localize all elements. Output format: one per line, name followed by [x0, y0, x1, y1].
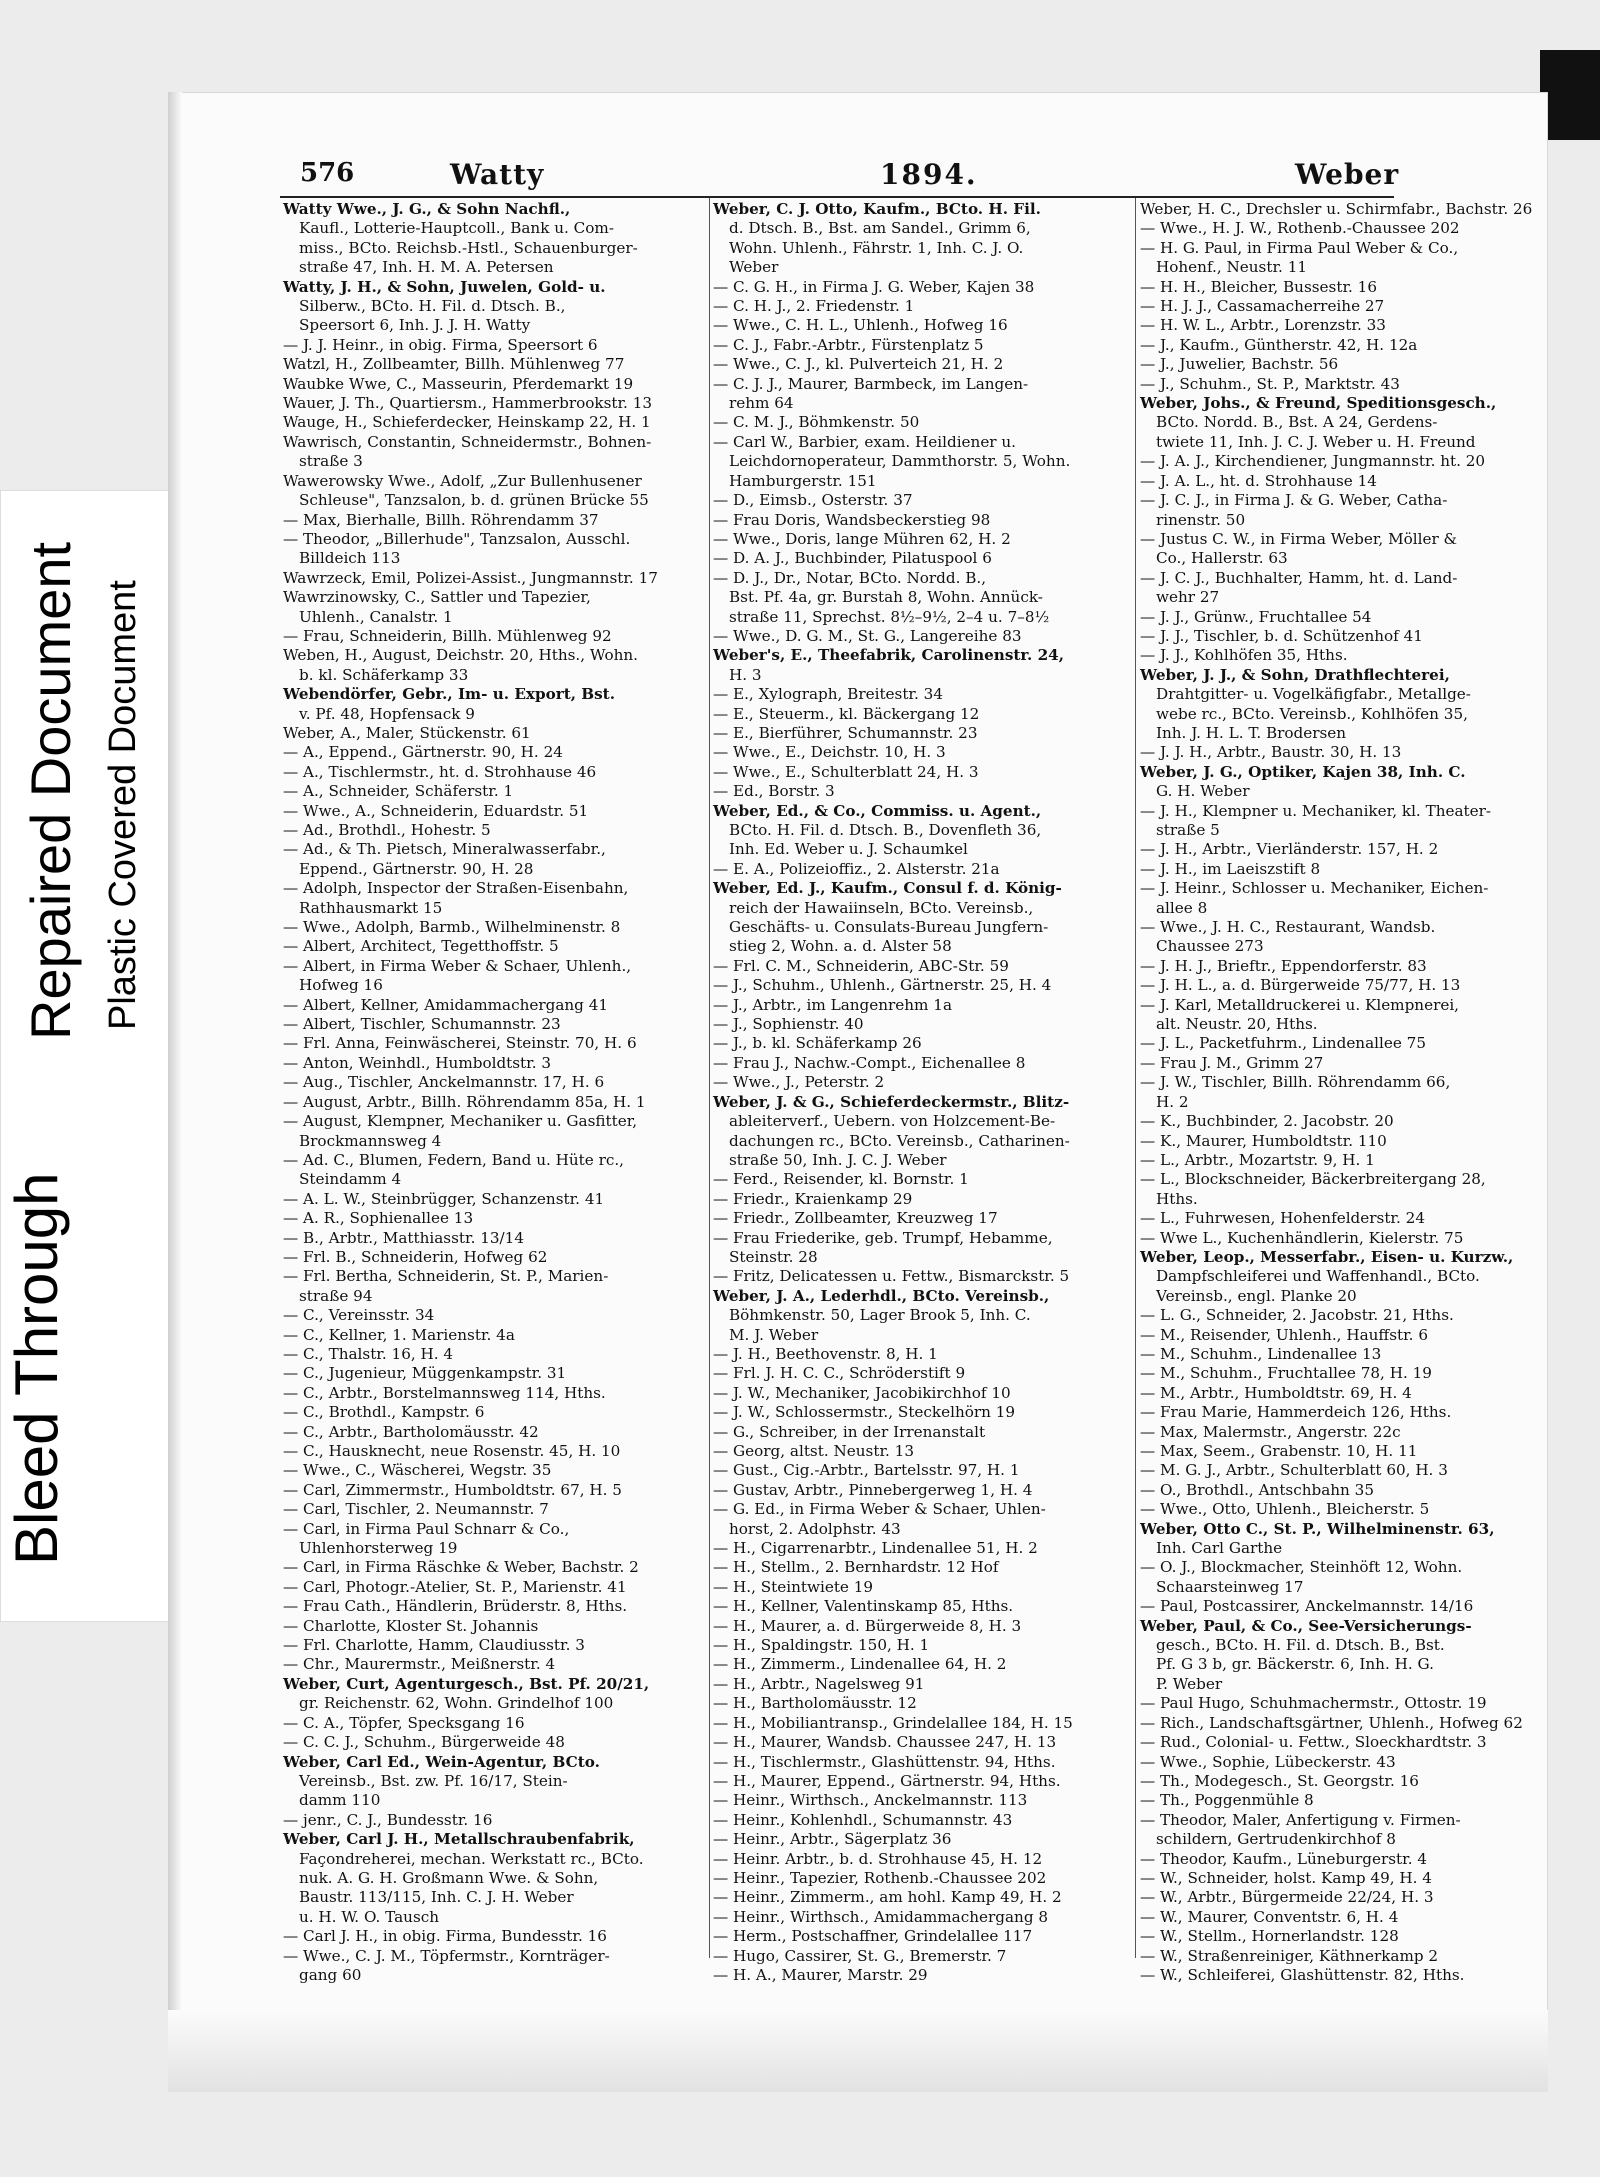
directory-entry-line: damm 110	[299, 1791, 381, 1810]
directory-entry-line: — Carl, Zimmermstr., Humboldtstr. 67, H. 5	[283, 1480, 622, 1499]
directory-entry-line: — J. A. J., Kirchendiener, Jungmannstr. ht. 20	[1140, 452, 1486, 471]
directory-entry-line: — J. J., Tischler, b. d. Schützenhof 41	[1140, 626, 1423, 645]
directory-entry-line: Baustr. 113/115, Inh. C. J. H. Weber	[299, 1888, 574, 1907]
directory-entry-line: — B., Arbtr., Matthiasstr. 13/14	[283, 1228, 524, 1247]
directory-entry-line: — H., Cigarrenarbtr., Lindenallee 51, H. 2	[713, 1539, 1038, 1558]
directory-entry-line: — H., Kellner, Valentinskamp 85, Hths.	[713, 1597, 1014, 1616]
directory-entry-line: — M., Arbtr., Humboldtstr. 69, H. 4	[1140, 1383, 1412, 1402]
directory-entry-line: Eppend., Gärtnerstr. 90, H. 28	[299, 859, 534, 878]
directory-entry-line: — Frau Marie, Hammerdeich 126, Hths.	[1140, 1403, 1452, 1422]
directory-entry-line: BCto. Nordd. B., Bst. A 24, Gerdens-	[1156, 413, 1438, 432]
directory-entry-line: — C. H. J., 2. Friedenstr. 1	[713, 297, 915, 316]
directory-entry-line: Inh. Carl Garthe	[1156, 1539, 1283, 1558]
directory-entry-line: — Albert, Kellner, Amidammachergang 41	[283, 995, 609, 1014]
directory-entry-line: — Paul Hugo, Schuhmachermstr., Ottostr. 19	[1140, 1694, 1487, 1713]
directory-entry-line: Weber, Johs., & Freund, Speditionsgesch.,	[1140, 394, 1497, 413]
directory-entry-line: — J. H., Klempner u. Mechaniker, kl. Theater-	[1140, 801, 1492, 820]
directory-entry-line: — A., Eppend., Gärtnerstr. 90, H. 24	[283, 743, 563, 762]
directory-entry-line: — C., Brothdl., Kampstr. 6	[283, 1403, 485, 1422]
directory-entry-line: — Wwe., A., Schneiderin, Eduardstr. 51	[283, 801, 589, 820]
directory-entry-line: — Albert, in Firma Weber & Schaer, Uhlenh.,	[283, 956, 632, 975]
directory-entry-line: — J., Schuhm., St. P., Marktstr. 43	[1140, 374, 1400, 393]
directory-entry-line: — Wwe., Otto, Uhlenh., Bleicherstr. 5	[1140, 1500, 1430, 1519]
directory-entry-line: G. H. Weber	[1156, 782, 1250, 801]
directory-entry-line: — Aug., Tischler, Anckelmannstr. 17, H. 6	[283, 1073, 605, 1092]
directory-entry-line: — J., Schuhm., Uhlenh., Gärtnerstr. 25, H. 4	[713, 976, 1052, 995]
directory-entry-line: twiete 11, Inh. J. C. J. Weber u. H. Freund	[1156, 432, 1476, 451]
directory-entry-line: — Wwe., C. J. M., Töpfermstr., Kornträger-	[283, 1946, 610, 1965]
directory-entry-line: — Th., Modegesch., St. Georgstr. 16	[1140, 1771, 1419, 1790]
directory-entry-line: Böhmkenstr. 50, Lager Brook 5, Inh. C.	[729, 1306, 1031, 1325]
directory-entry-line: — W., Maurer, Conventstr. 6, H. 4	[1140, 1907, 1399, 1926]
directory-entry-line: — C. J., Fabr.-Arbtr., Fürstenplatz 5	[713, 335, 984, 354]
directory-entry-line: — C. G. H., in Firma J. G. Weber, Kajen 38	[713, 277, 1035, 296]
directory-entry-line: — Ad., Brothdl., Hohestr. 5	[283, 821, 491, 839]
directory-entry-line: — H. W. L., Arbtr., Lorenzstr. 33	[1140, 316, 1386, 335]
directory-entry-line: Wauge, H., Schieferdecker, Heinskamp 22, H. 1	[283, 413, 651, 432]
directory-entry-line: — W., Straßenreiniger, Käthnerkamp 2	[1140, 1946, 1439, 1965]
directory-entry-line: — Gust., Cig.-Arbtr., Bartelsstr. 97, H. 1	[713, 1461, 1020, 1480]
directory-entry-line: Wohn. Uhlenh., Fährstr. 1, Inh. C. J. O.	[729, 238, 1024, 257]
directory-entry-line: — H., Steintwiete 19	[713, 1577, 874, 1596]
directory-entry-line: Dampfschleiferei und Waffenhandl., BCto.	[1156, 1267, 1480, 1286]
directory-entry-line: Wawrisch, Constantin, Schneidermstr., Bohnen-	[283, 432, 652, 451]
directory-entry-line: — Wwe., Doris, lange Mühren 62, H. 2	[713, 529, 1011, 548]
directory-entry-line: v. Pf. 48, Hopfensack 9	[299, 704, 475, 723]
directory-entry-line: reich der Hawaiinseln, BCto. Vereinsb.,	[729, 898, 1034, 917]
directory-entry-line: — H., Tischlermstr., Glashüttenstr. 94, Hths.	[713, 1752, 1056, 1771]
directory-entry-line: Hofweg 16	[299, 976, 383, 995]
directory-entry-line: Uhlenhorsterweg 19	[299, 1539, 458, 1558]
directory-entry-line: — Wwe., D. G. M., St. G., Langereihe 83	[713, 626, 1022, 645]
directory-entry-line: — D., Eimsb., Osterstr. 37	[713, 491, 913, 510]
directory-entry-line: — Frau Friederike, geb. Trumpf, Hebamme,	[713, 1228, 1053, 1247]
directory-entry-line: — Heinr., Wirthsch., Anckelmannstr. 113	[713, 1791, 1028, 1810]
directory-entry-line: — J., Juwelier, Bachstr. 56	[1140, 355, 1339, 374]
directory-entry-line: Schaarsteinweg 17	[1156, 1577, 1304, 1596]
directory-entry-line: — W., Arbtr., Bürgermeide 22/24, H. 3	[1140, 1888, 1434, 1907]
directory-entry-line: P. Weber	[1156, 1674, 1223, 1693]
directory-entry-line: Uhlenh., Canalstr. 1	[299, 607, 453, 626]
directory-entry-line: — G., Schreiber, in der Irrenanstalt	[713, 1422, 986, 1441]
page-number: 576	[300, 158, 355, 188]
directory-entry-line: — Frl. B., Schneiderin, Hofweg 62	[283, 1247, 548, 1266]
directory-entry-line: — Wwe., C. J., kl. Pulverteich 21, H. 2	[713, 355, 1004, 374]
directory-entry-line: — J. J., Grünw., Fruchtallee 54	[1140, 607, 1372, 626]
directory-entry-line: — Carl, Photogr.-Atelier, St. P., Marienstr. 41	[283, 1577, 627, 1596]
directory-entry-line: — W., Schleiferei, Glashüttenstr. 82, Hths.	[1140, 1965, 1465, 1984]
directory-entry-line: Schleuse", Tanzsalon, b. d. grünen Brücke 55	[299, 491, 649, 510]
directory-entry-line: — L., Blockschneider, Bäckerbreitergang 28,	[1140, 1170, 1486, 1189]
directory-entry-line: Brockmannsweg 4	[299, 1131, 442, 1150]
directory-entry-line: Weber, Carl J. H., Metallschraubenfabrik,	[283, 1830, 635, 1849]
directory-entry-line: — Frl. J. H. C. C., Schröderstift 9	[713, 1364, 966, 1383]
directory-entry-line: — Albert, Architect, Tegetthoffstr. 5	[283, 937, 559, 956]
directory-entry-line: — C., Hausknecht, neue Rosenstr. 45, H. 10	[283, 1442, 621, 1460]
directory-entry-line: straße 47, Inh. H. M. A. Petersen	[299, 258, 554, 277]
directory-entry-line: — Wwe., H. J. W., Rothenb.-Chaussee 202	[1140, 219, 1460, 238]
directory-entry-line: — L., Fuhrwesen, Hohenfelderstr. 24	[1140, 1209, 1425, 1228]
directory-entry-line: — O. J., Blockmacher, Steinhöft 12, Wohn.	[1140, 1558, 1463, 1577]
directory-entry-line: — Wwe., Sophie, Lübeckerstr. 43	[1140, 1752, 1396, 1771]
directory-entry-line: Weber, Ed., & Co., Commiss. u. Agent.,	[713, 801, 1042, 820]
directory-entry-line: Weber, J. & G., Schieferdeckermstr., Blitz-	[713, 1092, 1070, 1111]
directory-entry-line: Geschäfts- u. Consulats-Bureau Jungfern-	[729, 918, 1049, 937]
directory-entry-line: — Carl, in Firma Paul Schnarr & Co.,	[283, 1519, 570, 1538]
directory-entry-line: — Max, Malermstr., Angerstr. 22c	[1140, 1422, 1401, 1441]
directory-entry-line: — Wwe., J., Peterstr. 2	[713, 1073, 885, 1092]
directory-entry-line: — C. A., Töpfer, Specksgang 16	[283, 1713, 525, 1732]
directory-entry-line: Weber, Paul, & Co., See-Versicherungs-	[1140, 1616, 1472, 1635]
directory-entry-line: Hohenf., Neustr. 11	[1156, 258, 1308, 277]
directory-entry-line: H. 3	[729, 665, 762, 684]
directory-entry-line: — J. J. H., Arbtr., Baustr. 30, H. 13	[1140, 743, 1402, 762]
directory-entry-line: — D. J., Dr., Notar, BCto. Nordd. B.,	[713, 568, 987, 587]
directory-entry-line: — J. Heinr., Schlosser u. Mechaniker, Eichen-	[1140, 879, 1489, 898]
directory-entry-line: Weber, A., Maler, Stückenstr. 61	[283, 723, 531, 742]
directory-entry-line: Hamburgerstr. 151	[729, 471, 877, 490]
directory-entry-line: ableiterverf., Uebern. von Holzcement-Be-	[729, 1112, 1056, 1131]
directory-entry-line: — J. C. J., Buchhalter, Hamm, ht. d. Land-	[1140, 568, 1458, 587]
scan-edge-shadow	[1540, 50, 1600, 140]
directory-entry-line: — C., Vereinsstr. 34	[283, 1306, 435, 1325]
directory-entry-line: — Carl, Tischler, 2. Neumannstr. 7	[283, 1500, 549, 1519]
directory-entry-line: — C., Kellner, 1. Marienstr. 4a	[283, 1325, 515, 1344]
directory-entry-line: — Justus C. W., in Firma Weber, Möller &	[1140, 529, 1458, 548]
directory-entry-line: — Frl. Charlotte, Hamm, Claudiusstr. 3	[283, 1636, 585, 1655]
directory-entry-line: — Friedr., Kraienkamp 29	[713, 1189, 913, 1208]
directory-entry-line: — J. W., Mechaniker, Jacobikirchhof 10	[713, 1383, 1011, 1402]
directory-entry-line: Hths.	[1156, 1189, 1198, 1208]
directory-entry-line: rinenstr. 50	[1156, 510, 1246, 529]
directory-entry-line: Weber, J. J., & Sohn, Drathflechterei,	[1140, 665, 1450, 684]
directory-entry-line: — L., Arbtr., Mozartstr. 9, H. 1	[1140, 1150, 1375, 1169]
column-divider	[1135, 198, 1136, 1958]
directory-entry-line: Steindamm 4	[299, 1170, 402, 1189]
directory-entry-line: Vereinsb., Bst. zw. Pf. 16/17, Stein-	[299, 1771, 568, 1790]
directory-entry-line: — J. H. J., Brieftr., Eppendorferstr. 83	[1140, 956, 1427, 975]
directory-entry-line: — C. J. J., Maurer, Barmbeck, im Langen-	[713, 374, 1029, 393]
directory-entry-line: — J. W., Schlossermstr., Steckelhörn 19	[713, 1403, 1016, 1422]
directory-entry-line: — H. A., Maurer, Marstr. 29	[713, 1965, 928, 1984]
directory-entry-line: — Friedr., Zollbeamter, Kreuzweg 17	[713, 1209, 998, 1228]
directory-entry-line: — J. H. L., a. d. Bürgerweide 75/77, H. 13	[1140, 976, 1461, 995]
directory-entry-line: — Heinr., Kohlenhdl., Schumannstr. 43	[713, 1810, 1013, 1829]
directory-entry-line: — H., Mobiliantransp., Grindelallee 184, H. 15	[713, 1713, 1073, 1732]
directory-entry-line: — M., Schuhm., Fruchtallee 78, H. 19	[1140, 1364, 1432, 1383]
directory-column-2	[713, 200, 1129, 2010]
directory-entry-line: Weber, J. A., Lederhdl., BCto. Vereinsb.,	[713, 1286, 1050, 1305]
directory-entry-line: — Fritz, Delicatessen u. Fettw., Bismarckstr. 5	[713, 1267, 1070, 1286]
directory-entry-line: alt. Neustr. 20, Hths.	[1156, 1015, 1318, 1034]
directory-entry-line: — Georg, altst. Neustr. 13	[713, 1442, 915, 1460]
directory-entry-line: gesch., BCto. H. Fil. d. Dtsch. B., Bst.	[1156, 1636, 1445, 1655]
directory-entry-line: — Wwe., E., Schulterblatt 24, H. 3	[713, 762, 979, 781]
directory-entry-line: — M., Reisender, Uhlenh., Hauffstr. 6	[1140, 1325, 1428, 1344]
directory-entry-line: — Ad., & Th. Pietsch, Mineralwasserfabr.,	[283, 840, 606, 859]
directory-entry-line: — Herm., Postschaffner, Grindelallee 117	[713, 1927, 1033, 1946]
directory-entry-line: horst, 2. Adolphstr. 43	[729, 1519, 901, 1538]
directory-entry-line: Kaufl., Lotterie-Hauptcoll., Bank u. Com-	[299, 219, 614, 238]
directory-entry-line: — K., Maurer, Humboldtstr. 110	[1140, 1131, 1387, 1150]
directory-entry-line: Weber, Ed. J., Kaufm., Consul f. d. König-	[713, 879, 1062, 898]
directory-entry-line: — C. C. J., Schuhm., Bürgerweide 48	[283, 1733, 565, 1752]
directory-entry-line: — J., Sophienstr. 40	[713, 1015, 864, 1034]
directory-entry-line: Watty, J. H., & Sohn, Juwelen, Gold- u.	[283, 277, 606, 296]
directory-entry-line: — E., Xylograph, Breitestr. 34	[713, 685, 943, 704]
directory-entry-line: — Wwe L., Kuchenhändlerin, Kielerstr. 75	[1140, 1228, 1464, 1247]
directory-entry-line: stieg 2, Wohn. a. d. Alster 58	[729, 937, 952, 956]
directory-entry-line: — H., Maurer, a. d. Bürgerweide 8, H. 3	[713, 1616, 1022, 1635]
directory-entry-line: — W., Schneider, holst. Kamp 49, H. 4	[1140, 1868, 1432, 1887]
directory-entry-line: — C., Arbtr., Borstelmannsweg 114, Hths.	[283, 1383, 606, 1402]
directory-entry-line: Façondreherei, mechan. Werkstatt rc., BCto.	[299, 1849, 644, 1868]
directory-entry-line: — H. J. J., Cassamacherreihe 27	[1140, 297, 1385, 316]
directory-entry-line: — Wwe., E., Deichstr. 10, H. 3	[713, 743, 946, 762]
directory-entry-line: — Frl. Anna, Feinwäscherei, Steinstr. 70, H. 6	[283, 1034, 637, 1053]
column-divider	[709, 198, 710, 1958]
year-heading: 1894.	[880, 158, 978, 191]
directory-entry-line: — Wwe., J. H. C., Restaurant, Wandsb.	[1140, 918, 1436, 937]
directory-entry-line: Watty Wwe., J. G., & Sohn Nachfl.,	[283, 200, 571, 218]
directory-entry-line: Wauer, J. Th., Quartiersm., Hammerbrookstr. 13	[283, 394, 653, 413]
directory-entry-line: — Heinr., Zimmerm., am hohl. Kamp 49, H. 2	[713, 1888, 1062, 1907]
directory-entry-line: — A. L. W., Steinbrügger, Schanzenstr. 41	[283, 1189, 605, 1208]
directory-entry-line: — Chr., Maurermstr., Meißnerstr. 4	[283, 1655, 556, 1674]
directory-entry-line: — J. J. Heinr., in obig. Firma, Speersort 6	[283, 335, 598, 354]
directory-entry-line: — Paul, Postcassirer, Anckelmannstr. 14/16	[1140, 1597, 1474, 1616]
directory-entry-line: — A., Tischlermstr., ht. d. Strohhause 46	[283, 762, 597, 781]
directory-entry-line: — C., Jugenieur, Müggenkampstr. 31	[283, 1364, 567, 1383]
directory-entry-line: Weber, J. G., Optiker, Kajen 38, Inh. C.	[1140, 762, 1466, 781]
directory-entry-line: — J., Arbtr., im Langenrehm 1a	[713, 995, 953, 1014]
directory-entry-line: — H., Arbtr., Nagelsweg 91	[713, 1674, 925, 1693]
page-bottom-shadow	[168, 2010, 1548, 2092]
directory-entry-line: wehr 27	[1156, 588, 1220, 607]
header-rule	[280, 196, 1394, 198]
directory-entry-line: H. 2	[1156, 1092, 1189, 1111]
directory-entry-line: miss., BCto. Reichsb.-Hstl., Schauenburger-	[299, 238, 638, 257]
directory-entry-line: straße 3	[299, 452, 363, 471]
directory-entry-line: — Frau, Schneiderin, Billh. Mühlenweg 92	[283, 626, 612, 645]
directory-entry-line: — J., Kaufm., Güntherstr. 42, H. 12a	[1140, 335, 1418, 354]
directory-entry-line: schildern, Gertrudenkirchhof 8	[1156, 1830, 1396, 1849]
directory-entry-line: straße 5	[1156, 821, 1220, 839]
directory-entry-line: Co., Hallerstr. 63	[1156, 549, 1288, 568]
directory-entry-line: Speersort 6, Inh. J. J. H. Watty	[299, 316, 531, 335]
directory-entry-line: — H. G. Paul, in Firma Paul Weber & Co.,	[1140, 238, 1459, 257]
directory-entry-line: — Th., Poggenmühle 8	[1140, 1791, 1314, 1810]
directory-entry-line: straße 11, Sprechst. 8½–9½, 2–4 u. 7–8½	[729, 607, 1050, 626]
directory-entry-line: — J. H., im Laeiszstift 8	[1140, 859, 1321, 878]
directory-entry-line: — Rich., Landschaftsgärtner, Uhlenh., Hofweg 62	[1140, 1713, 1523, 1732]
directory-entry-line: — Wwe., Adolph, Barmb., Wilhelminenstr. 8	[283, 918, 621, 937]
directory-entry-line: — Max, Bierhalle, Billh. Röhrendamm 37	[283, 510, 599, 529]
directory-entry-line: gang 60	[299, 1965, 362, 1984]
directory-entry-line: — Frau J. M., Grimm 27	[1140, 1053, 1324, 1072]
directory-entry-line: — M. G. J., Arbtr., Schulterblatt 60, H. 3	[1140, 1461, 1448, 1480]
directory-entry-line: — C., Thalstr. 16, H. 4	[283, 1344, 454, 1363]
repaired-document-label: Repaired Document	[19, 541, 82, 1040]
directory-entry-line: Pf. G 3 b, gr. Bäckerstr. 6, Inh. H. G.	[1156, 1655, 1434, 1674]
directory-entry-line: — Carl J. H., in obig. Firma, Bundesstr. 16	[283, 1927, 607, 1946]
bleed-through-label: Bleed Through	[3, 1172, 70, 1565]
directory-entry-line: — H., Maurer, Eppend., Gärtnerstr. 94, Hths.	[713, 1771, 1061, 1790]
directory-entry-line: Weben, H., August, Deichstr. 20, Hths., Wohn.	[283, 646, 638, 665]
directory-entry-line: — E., Bierführer, Schumannstr. 23	[713, 723, 978, 742]
directory-entry-line: M. J. Weber	[729, 1325, 819, 1344]
directory-entry-line: — Frl. Bertha, Schneiderin, St. P., Marien-	[283, 1267, 609, 1286]
directory-entry-line: — H., Spaldingstr. 150, H. 1	[713, 1636, 930, 1655]
directory-entry-line: — E. A., Polizeioffiz., 2. Alsterstr. 21a	[713, 859, 1000, 878]
directory-entry-line: Inh. J. H. L. T. Brodersen	[1156, 723, 1347, 742]
directory-entry-line: — L. G., Schneider, 2. Jacobstr. 21, Hths.	[1140, 1306, 1454, 1325]
directory-entry-line: — Wwe., C. H. L., Uhlenh., Hofweg 16	[713, 316, 1008, 335]
directory-entry-line: — H., Maurer, Wandsb. Chaussee 247, H. 13	[713, 1733, 1057, 1752]
directory-entry-line: — Ed., Borstr. 3	[713, 782, 835, 801]
directory-entry-line: — J. H., Arbtr., Vierländerstr. 157, H. 2	[1140, 840, 1439, 859]
directory-entry-line: b. kl. Schäferkamp 33	[299, 665, 469, 684]
directory-entry-line: — J., b. kl. Schäferkamp 26	[713, 1034, 922, 1053]
directory-entry-line: straße 50, Inh. J. C. J. Weber	[729, 1150, 947, 1169]
directory-entry-line: Billdeich 113	[299, 549, 401, 568]
directory-entry-line: nuk. A. G. H. Großmann Wwe. & Sohn,	[299, 1868, 599, 1887]
directory-entry-line: — J. W., Tischler, Billh. Röhrendamm 66,	[1140, 1073, 1451, 1092]
directory-entry-line: Watzl, H., Zollbeamter, Billh. Mühlenweg 77	[283, 355, 625, 374]
directory-entry-line: Vereinsb., engl. Planke 20	[1156, 1286, 1357, 1305]
directory-entry-line: — August, Arbtr., Billh. Röhrendamm 85a, H. 1	[283, 1092, 646, 1111]
directory-entry-line: Steinstr. 28	[729, 1247, 818, 1266]
directory-entry-line: — Carl, in Firma Räschke & Weber, Bachstr. 2	[283, 1558, 639, 1577]
directory-entry-line: — Frau J., Nachw.-Compt., Eichenallee 8	[713, 1053, 1026, 1072]
directory-entry-line: Weber, Curt, Agenturgesch., Bst. Pf. 20/21,	[283, 1674, 650, 1693]
directory-entry-line: Wawrzeck, Emil, Polizei-Assist., Jungmannstr. 17	[283, 568, 658, 587]
directory-entry-line: — Frl. C. M., Schneiderin, ABC-Str. 59	[713, 956, 1009, 975]
directory-entry-line: — Charlotte, Kloster St. Johannis	[283, 1616, 539, 1635]
directory-entry-line: — Heinr., Wirthsch., Amidammachergang 8	[713, 1907, 1049, 1926]
directory-entry-line: d. Dtsch. B., Bst. am Sandel., Grimm 6,	[729, 219, 1031, 238]
directory-entry-line: rehm 64	[729, 394, 794, 413]
directory-entry-line: — W., Stellm., Hornerlandstr. 128	[1140, 1927, 1399, 1946]
directory-entry-line: u. H. W. O. Tausch	[299, 1907, 440, 1926]
directory-entry-line: — Heinr., Arbtr., Sägerplatz 36	[713, 1830, 952, 1849]
directory-entry-line: — Rud., Colonial- u. Fettw., Sloeckhardtstr. 3	[1140, 1733, 1487, 1752]
directory-entry-line: Weber, Otto C., St. P., Wilhelminenstr. 63,	[1140, 1519, 1495, 1538]
directory-entry-line: Weber, Leop., Messerfabr., Eisen- u. Kurzw.,	[1140, 1247, 1514, 1266]
directory-entry-line: — C., Arbtr., Bartholomäusstr. 42	[283, 1422, 539, 1441]
directory-entry-line: — H., Zimmerm., Lindenallee 64, H. 2	[713, 1655, 1007, 1674]
directory-entry-line: — Hugo, Cassirer, St. G., Bremerstr. 7	[713, 1946, 1007, 1965]
directory-entry-line: Bst. Pf. 4a, gr. Burstah 8, Wohn. Annück-	[729, 588, 1043, 607]
directory-entry-line: — Theodor, Kaufm., Lüneburgerstr. 4	[1140, 1849, 1428, 1868]
directory-entry-line: — August, Klempner, Mechaniker u. Gasfitter,	[283, 1112, 638, 1131]
directory-entry-line: — A., Schneider, Schäferstr. 1	[283, 782, 514, 801]
directory-entry-line: — Heinr. Arbtr., b. d. Strohhause 45, H. 12	[713, 1849, 1043, 1868]
directory-entry-line: — K., Buchbinder, 2. Jacobstr. 20	[1140, 1112, 1394, 1131]
directory-entry-line: — Adolph, Inspector der Straßen-Eisenbahn,	[283, 879, 629, 898]
directory-entry-line: — M., Schuhm., Lindenallee 13	[1140, 1344, 1382, 1363]
directory-entry-line: Silberw., BCto. H. Fil. d. Dtsch. B.,	[299, 297, 566, 316]
directory-entry-line: BCto. H. Fil. d. Dtsch. B., Dovenfleth 36,	[729, 821, 1042, 839]
directory-column-1	[283, 200, 703, 2010]
directory-entry-line: gr. Reichenstr. 62, Wohn. Grindelhof 100	[299, 1694, 614, 1713]
directory-entry-line: — Theodor, „Billerhude", Tanzsalon, Ausschl.	[283, 529, 631, 548]
directory-entry-line: — Wwe., C., Wäscherei, Wegstr. 35	[283, 1461, 552, 1480]
directory-entry-line: — D. A. J., Buchbinder, Pilatuspool 6	[713, 549, 992, 568]
directory-entry-line: Weber, Carl Ed., Wein-Agentur, BCto.	[283, 1752, 600, 1771]
directory-entry-line: — G. Ed., in Firma Weber & Schaer, Uhlen-	[713, 1500, 1046, 1519]
directory-entry-line: — Max, Seem., Grabenstr. 10, H. 11	[1140, 1442, 1418, 1460]
directory-entry-line: — H., Bartholomäusstr. 12	[713, 1694, 917, 1713]
directory-entry-line: — Gustav, Arbtr., Pinnebergerweg 1, H. 4	[713, 1480, 1033, 1499]
directory-entry-line: Wawrzinowsky, C., Sattler und Tapezier,	[283, 588, 591, 607]
directory-entry-line: — A. R., Sophienallee 13	[283, 1209, 474, 1228]
directory-entry-line: — Carl W., Barbier, exam. Heildiener u.	[713, 432, 1017, 451]
directory-entry-line: — H., Stellm., 2. Bernhardstr. 12 Hof	[713, 1558, 999, 1577]
directory-entry-line: allee 8	[1156, 898, 1208, 917]
directory-entry-line: — jenr., C. J., Bundesstr. 16	[283, 1810, 493, 1829]
directory-entry-line: Wawerowsky Wwe., Adolf, „Zur Bullenhusener	[283, 471, 642, 490]
directory-entry-line: — J. L., Packetfuhrm., Lindenallee 75	[1140, 1034, 1426, 1053]
directory-entry-line: — Albert, Tischler, Schumannstr. 23	[283, 1015, 561, 1034]
directory-entry-line: — Theodor, Maler, Anfertigung v. Firmen-	[1140, 1810, 1461, 1829]
directory-entry-line: Inh. Ed. Weber u. J. Schaumkel	[729, 840, 968, 859]
left-running-head: Watty	[450, 158, 545, 191]
directory-entry-line: — J. C. J., in Firma J. & G. Weber, Catha-	[1140, 491, 1448, 510]
directory-entry-line: — Frau Doris, Wandsbeckerstieg 98	[713, 510, 991, 529]
directory-entry-line: Leichdornoperateur, Dammthorstr. 5, Wohn.	[729, 452, 1071, 471]
plastic-covered-label: Plastic Covered Document	[102, 580, 144, 1030]
right-running-head: Weber	[1295, 158, 1400, 191]
directory-entry-line: Weber, H. C., Drechsler u. Schirmfabr., Bachstr. 26	[1140, 200, 1533, 218]
directory-entry-line: — Ferd., Reisender, kl. Bornstr. 1	[713, 1170, 969, 1189]
directory-entry-line: — J. J., Kohlhöfen 35, Hths.	[1140, 646, 1348, 665]
directory-entry-line: — H. H., Bleicher, Bussestr. 16	[1140, 277, 1378, 296]
directory-entry-line: Waubke Wwe, C., Masseurin, Pferdemarkt 19	[283, 374, 634, 393]
directory-entry-line: — O., Brothdl., Antschbahn 35	[1140, 1480, 1374, 1499]
directory-entry-line: — J. Karl, Metalldruckerei u. Klempnerei,	[1140, 995, 1460, 1014]
directory-entry-line: — E., Steuerm., kl. Bäckergang 12	[713, 704, 980, 723]
directory-entry-line: Weber, C. J. Otto, Kaufm., BCto. H. Fil.	[713, 200, 1041, 218]
directory-entry-line: — Frau Cath., Händlerin, Brüderstr. 8, Hths.	[283, 1597, 628, 1616]
directory-entry-line: — Heinr., Tapezier, Rothenb.-Chaussee 202	[713, 1868, 1047, 1887]
directory-entry-line: Weber's, E., Theefabrik, Carolinenstr. 24,	[713, 646, 1065, 665]
directory-entry-line: Weber	[729, 258, 779, 277]
directory-entry-line: straße 94	[299, 1286, 373, 1305]
directory-entry-line: webe rc., BCto. Vereinsb., Kohlhöfen 35,	[1156, 704, 1468, 723]
directory-entry-line: Chaussee 273	[1156, 937, 1264, 956]
directory-entry-line: dachungen rc., BCto. Vereinsb., Catharinen-	[729, 1131, 1070, 1150]
directory-entry-line: — Ad. C., Blumen, Federn, Band u. Hüte rc.,	[283, 1150, 624, 1169]
directory-entry-line: Rathhausmarkt 15	[299, 898, 443, 917]
page-header	[300, 158, 1400, 198]
directory-entry-line: Drahtgitter- u. Vogelkäfigfabr., Metallge-	[1156, 685, 1471, 704]
directory-column-3	[1140, 200, 1533, 2010]
directory-entry-line: Webendörfer, Gebr., Im- u. Export, Bst.	[283, 685, 615, 704]
page-binding-shadow	[168, 92, 182, 2092]
directory-entry-line: — Anton, Weinhdl., Humboldtstr. 3	[283, 1053, 552, 1072]
directory-entry-line: — J. A. L., ht. d. Strohhause 14	[1140, 471, 1377, 490]
directory-entry-line: — J. H., Beethovenstr. 8, H. 1	[713, 1344, 938, 1363]
directory-entry-line: — C. M. J., Böhmkenstr. 50	[713, 413, 920, 432]
